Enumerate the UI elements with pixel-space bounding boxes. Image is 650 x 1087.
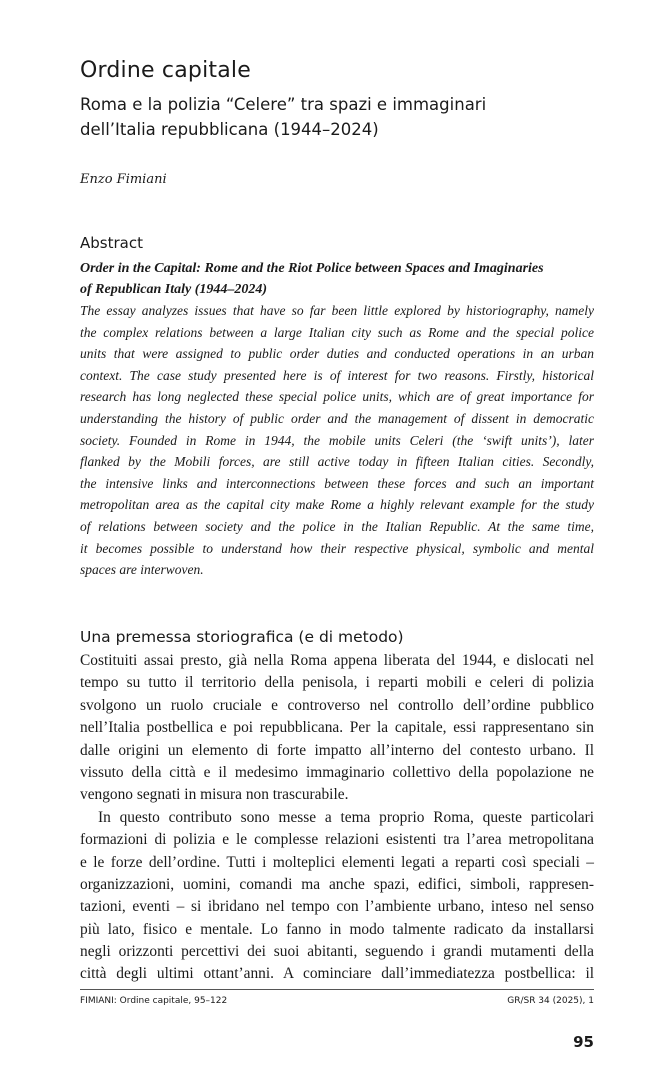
- abstract-title-line: of Republican Italy (1944–2024): [80, 282, 268, 297]
- body-line: città degli ultimi ottant’anni. A cominciare dall’immediatezza postbellica: il: [80, 965, 594, 983]
- body-line: più lato, fisico e mentale. Lo fanno in modo talmente radicato da installarsi: [80, 920, 594, 938]
- page-number: 95: [573, 1033, 594, 1051]
- abstract-line: of relations between society and the police in the Italian Republic. At the same time,: [80, 518, 594, 534]
- body-line: svolgono un ruolo cruciale e controverso nel controllo dell’ordine pubblico: [80, 696, 594, 714]
- footer-rule: [80, 989, 594, 990]
- body-line: e le forze dell’ordine. Tutti i molteplici elementi legati a reparti così speciali –: [80, 853, 594, 871]
- abstract-title-line: Order in the Capital: Rome and the Riot Police between Spaces and Imaginaries: [80, 261, 544, 276]
- abstract-line: society. Founded in Rome in 1944, the mobile units Celeri (the ‘swift units’), later: [80, 432, 594, 448]
- abstract-line: spaces are interwoven.: [80, 562, 204, 578]
- body-line: nell’Italia postbellica e poi repubblicana. Per la capitale, essi rappresentano sin: [80, 719, 594, 737]
- body-line: formazioni di polizia e le complesse relazioni esistenti tra l’area metropolitana: [80, 831, 594, 849]
- abstract-line: context. The case study presented here is of interest for two reasons. Firstly, historical: [80, 367, 594, 383]
- abstract-line: The essay analyzes issues that have so far been little explored by historiography, namely: [80, 303, 594, 318]
- abstract-line: it becomes possible to understand how their respective physical, symbolic and mental: [80, 540, 594, 556]
- abstract-line: understanding the history of public order and the management of dissent in democratic: [80, 410, 594, 426]
- abstract-line: research has long neglected these special police units, which are of great importance for: [80, 389, 594, 405]
- abstract-heading: Abstract: [80, 234, 143, 252]
- abstract-line: the intensive links and interconnections between these forces and such an important: [80, 475, 594, 491]
- article-subtitle: [80, 92, 594, 142]
- body-line: vissuto della città e il medesimo immaginario collettivo della popolazione ne: [80, 763, 594, 781]
- body-line: negli orizzonti percettivi dei suoi abitanti, seguendo i grandi mutamenti della: [80, 943, 594, 961]
- body-line: tazioni, eventi – si ibridano nel tempo con l’ambiente urbano, inteso nel senso: [80, 898, 594, 916]
- abstract-body: [80, 300, 594, 581]
- abstract-english-title: [80, 258, 594, 300]
- section-heading: Una premessa storiografica (e di metodo): [80, 628, 404, 646]
- running-footer-right: GR/SR 34 (2025), 1: [507, 996, 594, 1006]
- abstract-line: units that were assigned to public order duties and conducted operations in an urban: [80, 346, 594, 362]
- body-line: dalle origini un elemento di forte impatto all’interno del contesto urbano. Il: [80, 741, 594, 759]
- body-line: Costituiti assai presto, già nella Roma appena liberata del 1944, e dislocati nel: [80, 652, 594, 669]
- abstract-line: metropolitan area as the capital city make Rome a highly relevant example for the study: [80, 497, 594, 513]
- subtitle-line: Roma e la polizia “Celere” tra spazi e immaginari: [80, 95, 487, 114]
- subtitle-line: dell’Italia repubblicana (1944–2024): [80, 120, 379, 139]
- abstract-line: the complex relations between a large Italian city such as Rome and the special police: [80, 324, 594, 340]
- body-line: tempo su tutto il territorio della penisola, i reparti mobili e celeri di polizia: [80, 674, 594, 692]
- body-line: organizzazioni, uomini, comandi ma anche spazi, edifici, simboli, rappresen-: [80, 875, 594, 893]
- article-title: Ordine capitale: [80, 58, 251, 83]
- author-name: Enzo Fimiani: [80, 172, 167, 187]
- section-body: [80, 650, 594, 986]
- running-footer-left: FIMIANI: Ordine capitale, 95–122: [80, 996, 228, 1006]
- body-line: In questo contributo sono messe a tema proprio Roma, queste particolari: [98, 808, 594, 826]
- abstract-line: flanked by the Mobili forces, are still active today in fifteen Italian cities. Secondly,: [80, 454, 594, 470]
- body-line: vengono segnati in misura non trascurabile.: [80, 786, 349, 804]
